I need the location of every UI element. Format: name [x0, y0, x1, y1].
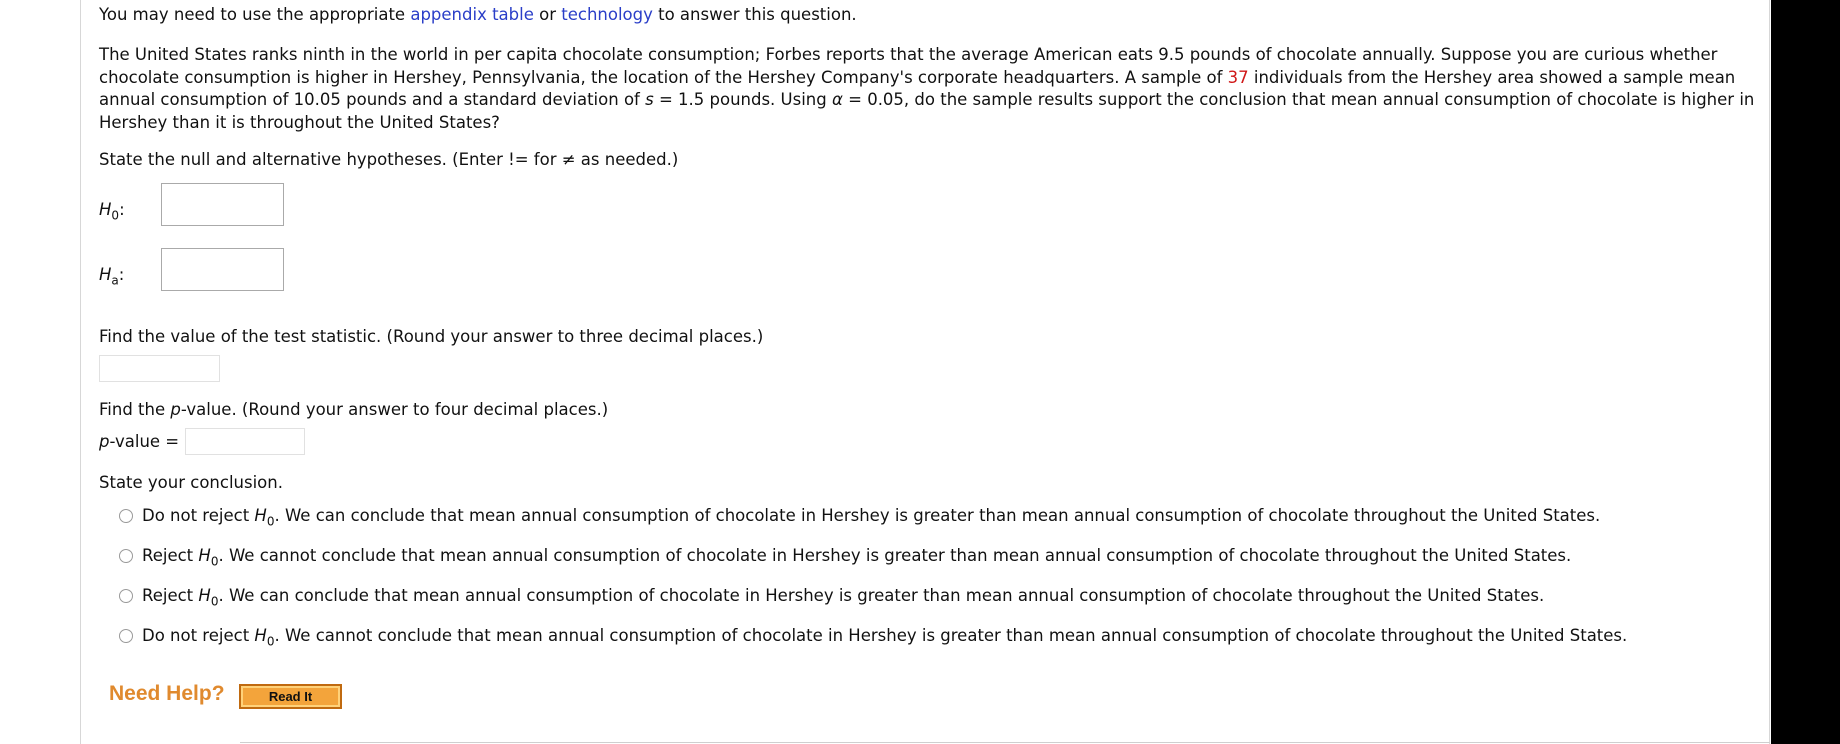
left-border: [80, 0, 81, 744]
ha-label: $H_a$:: [99, 265, 125, 288]
right-border: [1769, 0, 1770, 744]
conclusion-option-3[interactable]: Reject $H_0$. We can conclude that mean annual consumption of chocolate in Hershey is greater than mean annual consumption of chocolate throughout the United States.: [119, 585, 1544, 613]
h0-label: $H_0$:: [99, 200, 125, 223]
need-help-heading: Need Help?: [109, 682, 225, 705]
pvalue-label: p-value =: [99, 432, 180, 451]
technology-link[interactable]: technology: [561, 5, 653, 24]
intro-line: You may need to use the appropriate appendix table or technology to answer this question.: [99, 5, 857, 24]
appendix-table-link[interactable]: appendix table: [410, 5, 534, 24]
test-statistic-prompt: Find the value of the test statistic. (Round your answer to three decimal places.): [99, 327, 764, 346]
alternative-hypothesis-input[interactable]: [161, 248, 284, 291]
bottom-divider: [240, 742, 1770, 743]
radio-button[interactable]: [119, 629, 133, 643]
test-statistic-input[interactable]: [99, 355, 220, 382]
null-hypothesis-input[interactable]: [161, 183, 284, 226]
radio-button[interactable]: [119, 509, 133, 523]
pvalue-prompt: Find the p-value. (Round your answer to four decimal places.): [99, 400, 609, 419]
sample-size: 37: [1227, 67, 1249, 87]
read-it-button[interactable]: Read It: [239, 684, 342, 709]
conclusion-prompt: State your conclusion.: [99, 473, 283, 492]
radio-button[interactable]: [119, 549, 133, 563]
conclusion-option-1[interactable]: Do not reject $H_0$. We can conclude that mean annual consumption of chocolate in Hershey is greater than mean annual consumption of chocolate throughout the United States.: [119, 505, 1600, 533]
conclusion-option-4[interactable]: Do not reject $H_0$. We cannot conclude that mean annual consumption of chocolate in Hershey is greater than mean annual consumption of chocolate throughout the United States.: [119, 625, 1627, 653]
hypotheses-prompt: State the null and alternative hypotheses. (Enter != for ≠ as needed.): [99, 150, 679, 169]
radio-button[interactable]: [119, 589, 133, 603]
problem-statement: The United States ranks ninth in the world in per capita chocolate consumption; Forbes reports that the average American eats 9.5 pounds of chocolate annually. Suppose you are curious whether chocolate consumption is higher in Hershey, Pennsylvania, the location of the Hershey Company's corporate headquarters. A sample of 37 individuals from the Hershey area showed a sample mean annual consumption of 10.05 pounds and a standard deviation of s = 1.5 pounds. Using α = 0.05, do the sample results support the conclusion that mean annual consumption of chocolate is higher in Hershey than it is throughout the United States?: [99, 45, 1755, 132]
conclusion-option-2[interactable]: Reject $H_0$. We cannot conclude that mean annual consumption of chocolate in Hershey is greater than mean annual consumption of chocolate throughout the United States.: [119, 545, 1571, 573]
scroll-margin: [1771, 0, 1840, 744]
pvalue-input[interactable]: [185, 428, 305, 455]
